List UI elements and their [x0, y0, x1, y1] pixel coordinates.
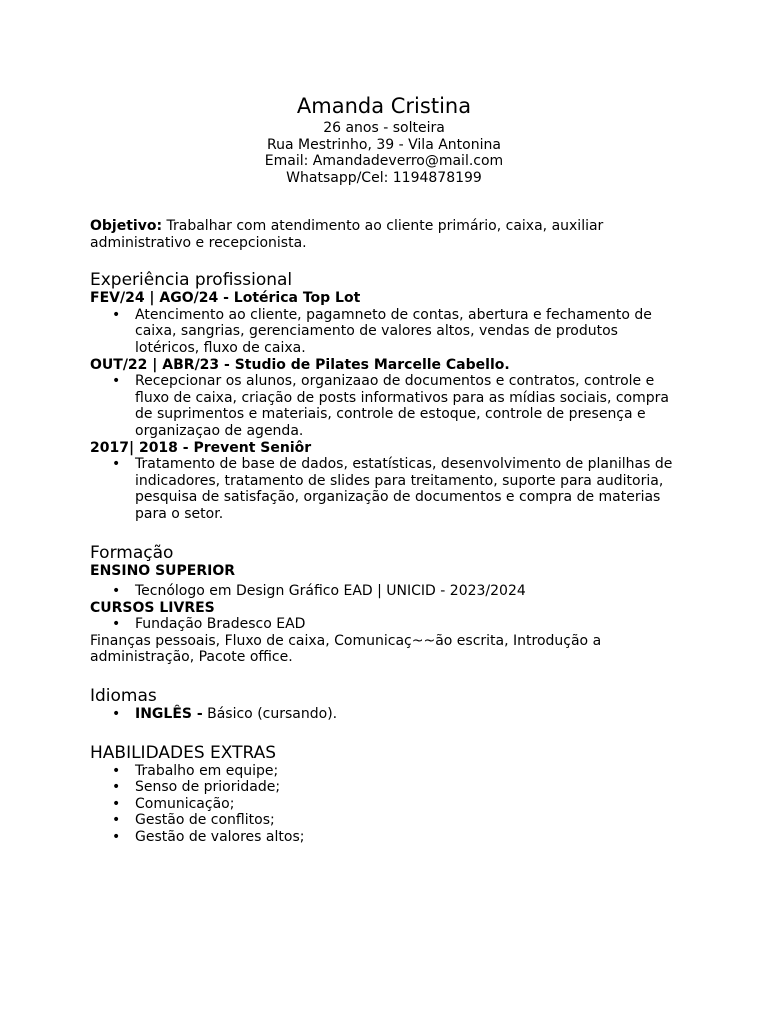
- skill-item: • Gestão de valores altos;: [90, 829, 680, 846]
- skill-item: • Senso de prioridade;: [90, 779, 680, 796]
- job-description: • Recepcionar os alunos, organizaao de documentos e contratos, controle e fluxo de caixa, criação de posts informativos para as mídias sociais, compra de suprimentos e materiais, controle de estoque, controle de presença e organizaçao de agenda.: [90, 373, 680, 439]
- language-level: Básico (cursando).: [202, 706, 338, 723]
- skills-list: [90, 763, 680, 846]
- skill-item: • Gestão de conflitos;: [90, 812, 680, 829]
- job-heading: OUT/22 | ABR/23 - Studio de Pilates Marcelle Cabello.: [90, 356, 510, 373]
- job-heading: FEV/24 | AGO/24 - Lotérica Top Lot: [90, 290, 361, 307]
- languages-title: Idiomas: [90, 686, 157, 707]
- higher-education-list: [90, 583, 680, 600]
- job-description: • Tratamento de base de dados, estatísticas, desenvolvimento de planilhas de indicadores, tratamento de slides para treitamento, suporte para auditoria, pesquisa de satisfação, organização de documentos e compra de materias para o setor.: [90, 456, 680, 522]
- objective: [90, 218, 680, 251]
- higher-education-item: • Tecnólogo em Design Gráfico EAD | UNICID - 2023/2024: [90, 583, 680, 600]
- phone: Whatsapp/Cel: 1194878199: [286, 169, 482, 186]
- courses-list: [90, 616, 680, 633]
- job-description: • Atencimento ao cliente, pagamneto de contas, abertura e fechamento de caixa, sangrias, gerenciamento de valores altos, vendas de produtos lotéricos, fluxo de caixa.: [90, 307, 680, 357]
- courses-item: • Fundação Bradesco EAD: [90, 616, 680, 633]
- address: Rua Mestrinho, 39 - Vila Antonina: [267, 136, 501, 153]
- objective-label: Objetivo:: [90, 218, 163, 234]
- language-label: INGLÊS -: [135, 706, 203, 723]
- language-item: [90, 706, 680, 723]
- job-list: [90, 307, 680, 357]
- resume-body: [90, 218, 680, 846]
- candidate-name: Amanda Cristina: [296, 94, 472, 118]
- experience-title: Experiência profissional: [90, 270, 293, 291]
- courses-label: CURSOS LIVRES: [90, 599, 215, 616]
- education-title: Formação: [90, 542, 174, 563]
- skill-item: • Trabalho em equipe;: [90, 763, 680, 780]
- objective-text: Trabalhar com atendimento ao cliente primário, caixa, auxiliar administrativo e recepcionista.: [90, 218, 604, 251]
- email: Email: Amandadeverro@mail.com: [264, 153, 504, 169]
- age-status: 26 anos - solteira: [323, 120, 445, 136]
- skills-title: HABILIDADES EXTRAS: [90, 742, 277, 763]
- resume-header: [0, 92, 768, 186]
- languages-list: [90, 706, 680, 723]
- job-list: [90, 456, 680, 522]
- skill-item: • Comunicação;: [90, 796, 680, 813]
- job-list: [90, 373, 680, 439]
- courses-text: Finanças pessoais, Fluxo de caixa, Comunicaç~~ão escrita, Introdução a administração, Pacote office.: [90, 632, 602, 666]
- higher-education-label: ENSINO SUPERIOR: [90, 562, 236, 579]
- job-heading: 2017| 2018 - Prevent Seniôr: [90, 439, 312, 456]
